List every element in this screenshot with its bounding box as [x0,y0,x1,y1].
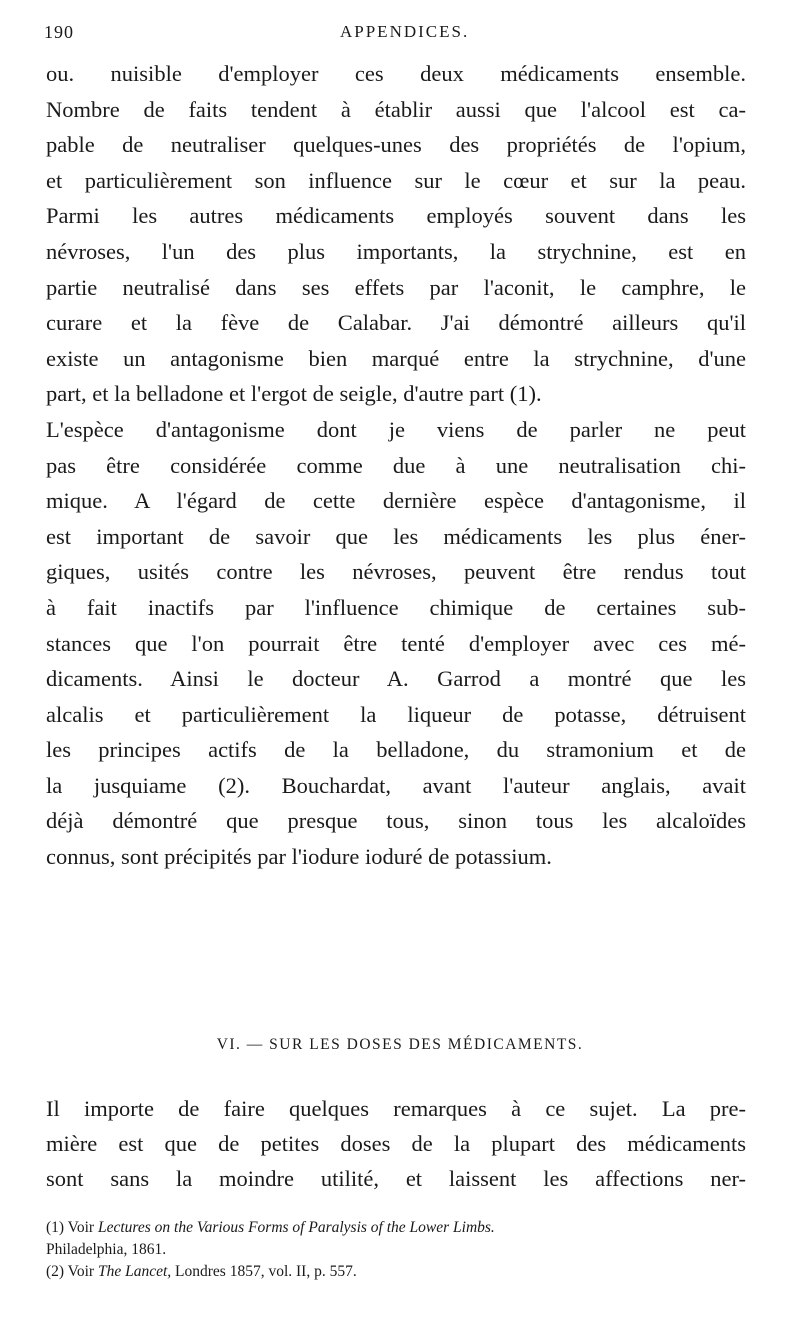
text-line: connus, sont précipités par l'iodure ioduré de potassium. [46,844,552,870]
text-line: ou. nuisible d'employer ces deux médicaments ensemble. [46,61,746,86]
page-header [44,12,744,52]
footnote-1 [46,1217,746,1239]
footnote-1-prefix: (1) Voir [46,1219,98,1236]
text-line: L'espèce d'antagonisme dont je viens de parler ne peut [46,416,746,442]
text-line: la jusquiame (2). Bouchardat, avant l'auteur anglais, avait [46,772,746,798]
text-line: est important de savoir que les médicaments les plus éner- [46,523,746,549]
text-line: Il importe de faire quelques remarques à ce sujet. La pre- [46,1096,746,1121]
text-line: pas être considérée comme due à une neutralisation chi- [46,452,746,478]
text-line: pable de neutraliser quelques-unes des propriétés de l'opium, [46,132,746,158]
text-line: névroses, l'un des plus importants, la strychnine, est en [46,238,746,264]
text-line: mière est que de petites doses de la plupart des médicaments [46,1131,746,1156]
footnote-2-suffix: Londres 1857, vol. II, p. 557. [171,1263,357,1280]
text-line: existe un antagonisme bien marqué entre la strychnine, d'une [46,345,746,371]
text-line: à fait inactifs par l'influence chimique de certaines sub- [46,594,746,620]
text-line: stances que l'on pourrait être tenté d'employer avec ces mé- [46,630,746,656]
text-line: les principes actifs de la belladone, du stramonium et de [46,737,746,763]
text-line: part, et la belladone et l'ergot de seigle, d'autre part (1). [46,381,542,407]
text-line: et particulièrement son influence sur le cœur et sur la peau. [46,167,746,193]
footnote-1-title: Lectures on the Various Forms of Paralysis of the Lower Limbs. [97,1219,495,1236]
text-line: mique. A l'égard de cette dernière espèce d'antagonisme, il [46,488,746,514]
footnote-2-title: The Lancet, [97,1263,172,1280]
page-number: 190 [44,22,74,42]
footnotes [46,1217,746,1283]
footnote-2-prefix: (2) Voir [46,1263,98,1280]
text-line: curare et la fève de Calabar. J'ai démontré ailleurs qu'il [46,310,746,336]
section-heading: VI. — SUR LES DOSES DES MÉDICAMENTS. [216,1036,584,1053]
text-line: Nombre de faits tendent à établir aussi que l'alcool est ca- [46,96,746,122]
section-text [46,1091,746,1196]
text-line: partie neutralisé dans ses effets par l'aconit, le camphre, le [46,274,746,300]
text-line: déjà démontré que presque tous, sinon tous les alcaloïdes [46,808,746,834]
text-line: Parmi les autres médicaments employés souvent dans les [46,203,746,229]
text-line: giques, usités contre les névroses, peuvent être rendus tout [46,559,746,585]
text-line: dicaments. Ainsi le docteur A. Garrod a montré que les [46,666,746,692]
body-text [46,56,746,875]
text-line: alcalis et particulièrement la liqueur de potasse, détruisent [46,701,746,727]
text-line: sont sans la moindre utilité, et laissent les affections ner- [46,1166,746,1191]
footnote-1-place: Philadelphia, 1861. [46,1241,167,1258]
footnote-2 [46,1261,746,1283]
running-title: APPENDICES. [340,22,470,41]
